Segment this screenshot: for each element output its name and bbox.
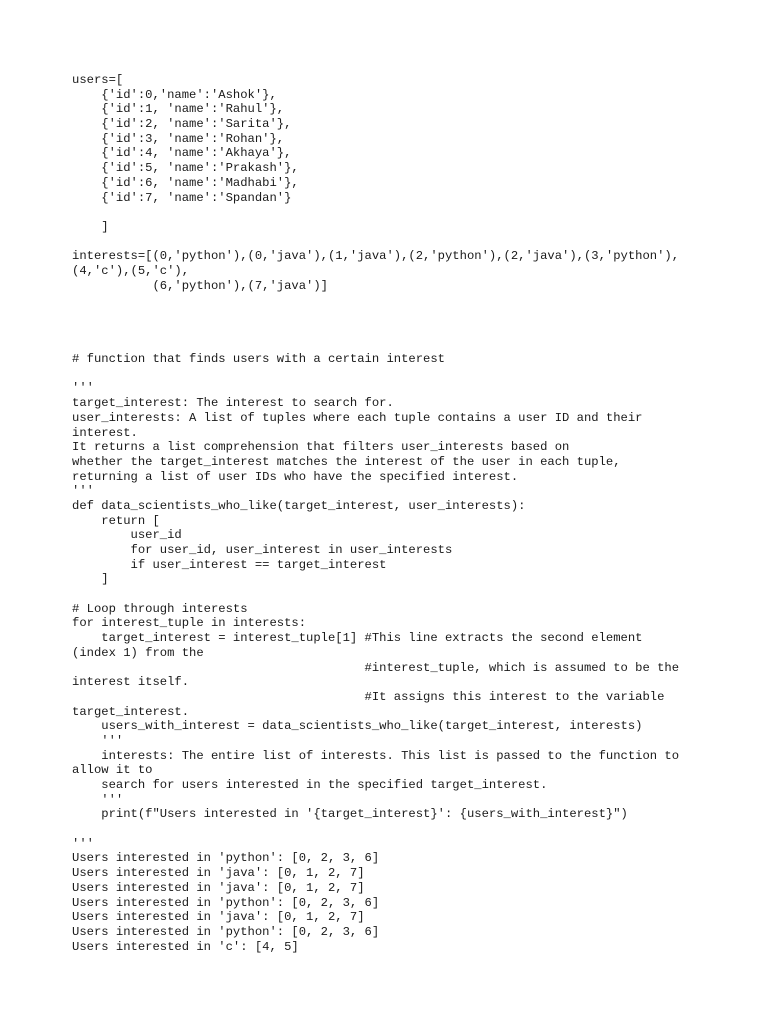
code-line: user_interests: A list of tuples where each tuple contains a user ID and their	[72, 410, 643, 425]
code-line: '''	[72, 733, 124, 748]
code-line: user_id	[72, 528, 182, 543]
code-line: users_with_interest = data_scientists_who_like(target_interest, interests)	[72, 719, 643, 734]
code-line: '''	[72, 836, 94, 851]
blank-line	[72, 587, 712, 602]
code-line: #interest_tuple, which is assumed to be the	[72, 660, 680, 675]
code-line: if user_interest == target_interest	[72, 557, 387, 572]
code-line: target_interest = interest_tuple[1] #This line extracts the second element	[72, 631, 643, 646]
code-line: search for users interested in the specified target_interest.	[72, 778, 548, 792]
code-line: print(f"Users interested in '{target_interest}': {users_with_interest}")	[72, 807, 628, 822]
code-line: {'id':5, 'name':'Prakash'},	[72, 161, 299, 176]
code-line: Users interested in 'java': [0, 1, 2, 7]	[72, 866, 365, 881]
code-line: (index 1) from the	[72, 645, 204, 660]
blank-line	[72, 235, 712, 250]
code-line: ]	[72, 572, 109, 587]
code-line: Users interested in 'python': [0, 2, 3, 6]	[72, 924, 380, 939]
code-line: Users interested in 'java': [0, 1, 2, 7]	[72, 910, 365, 925]
code-line: Users interested in 'c': [4, 5]	[72, 939, 299, 954]
code-line: (6,'python'),(7,'java')]	[72, 278, 328, 293]
code-line: interests: The entire list of interests. This list is passed to the function to	[72, 748, 680, 763]
code-line: {'id':1, 'name':'Rahul'},	[72, 102, 285, 117]
code-line: target_interest.	[72, 704, 190, 719]
code-line: interests=[(0,'python'),(0,'java'),(1,'java'),(2,'python'),(2,'java'),(3,'python'),	[72, 249, 680, 264]
code-line: # function that finds users with a certain interest	[72, 352, 445, 367]
code-line: whether the target_interest matches the interest of the user in each tuple,	[72, 454, 621, 469]
blank-line	[72, 822, 712, 837]
code-line: #It assigns this interest to the variable	[72, 689, 665, 704]
blank-line	[72, 337, 712, 352]
code-line: (4,'c'),(5,'c'),	[72, 263, 190, 278]
code-line: def data_scientists_who_like(target_interest, user_interests):	[72, 498, 526, 513]
code-line: ]	[72, 219, 109, 234]
blank-line	[72, 293, 712, 308]
code-line: users=[	[72, 73, 124, 87]
code-line: return [	[72, 513, 160, 528]
code-line: {'id':6, 'name':'Madhabi'},	[72, 175, 299, 190]
code-line: # Loop through interests	[72, 601, 248, 616]
blank-line	[72, 308, 712, 323]
blank-line	[72, 367, 712, 382]
code-line: {'id':3, 'name':'Rohan'},	[72, 131, 285, 146]
code-line: Users interested in 'python': [0, 2, 3, 6]	[72, 895, 380, 910]
code-line: '''	[72, 381, 94, 396]
blank-line	[72, 323, 712, 338]
document-page	[72, 73, 712, 954]
code-line: for interest_tuple in interests:	[72, 616, 307, 631]
code-line: {'id':7, 'name':'Spandan'}	[72, 190, 292, 205]
code-line: {'id':0,'name':'Ashok'},	[72, 87, 277, 102]
blank-line	[72, 205, 712, 220]
code-line: '''	[72, 792, 124, 807]
code-line: for user_id, user_interest in user_interests	[72, 543, 453, 557]
code-line: Users interested in 'java': [0, 1, 2, 7]	[72, 880, 365, 895]
code-line: allow it to	[72, 763, 153, 778]
code-line: {'id':4, 'name':'Akhaya'},	[72, 146, 292, 161]
code-line: target_interest: The interest to search for.	[72, 396, 394, 411]
code-line: It returns a list comprehension that filters user_interests based on	[72, 440, 570, 455]
code-line: Users interested in 'python': [0, 2, 3, 6]	[72, 851, 380, 866]
code-line: '''	[72, 484, 94, 499]
code-line: interest.	[72, 425, 138, 440]
code-line: interest itself.	[72, 675, 190, 690]
code-line: {'id':2, 'name':'Sarita'},	[72, 117, 292, 132]
code-line: returning a list of user IDs who have the specified interest.	[72, 469, 519, 484]
